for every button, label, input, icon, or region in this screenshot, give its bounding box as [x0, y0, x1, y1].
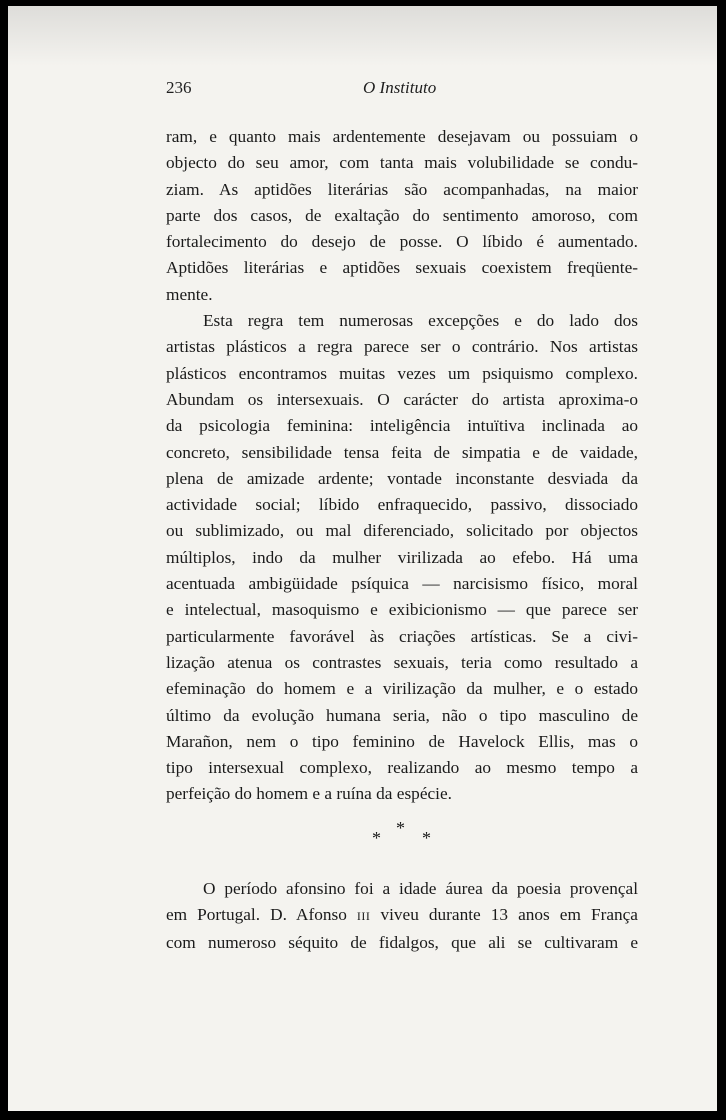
paragraph-2: [166, 308, 638, 808]
text-line: Esta regra tem numerosas excepções e do lado dos: [203, 311, 638, 331]
page-header: [8, 78, 717, 104]
scan-shadow: [8, 6, 717, 66]
text-line: acentuada ambigüidade psíquica — narcisismo físico, moral: [166, 574, 638, 594]
next-section-text: [166, 876, 638, 956]
text-line: ou sublimizado, ou mal diferenciado, solicitado por objectos: [166, 521, 638, 541]
text-line: particularmente favorável às criações artísticas. Se a civi-: [166, 626, 638, 646]
text-line: tipo intersexual complexo, realizando ao mesmo tempo a: [166, 758, 638, 778]
text-line: e intelectual, masoquismo e exibicionismo — que parece ser: [166, 600, 638, 620]
text-fragment: em Portugal. D. Afonso: [166, 905, 357, 925]
text-line: lização atenua os contrastes sexuais, teria como resultado a: [166, 652, 638, 672]
text-line: ziam. As aptidões literárias são acompanhadas, na maior: [166, 179, 638, 199]
text-line: efeminação do homem e a virilização da mulher, e o estado: [166, 679, 638, 699]
text-line: mente.: [166, 284, 213, 304]
text-line: plena de amizade ardente; vontade inconstante desviada da: [166, 468, 638, 488]
asterisk: *: [396, 818, 405, 838]
text-line: plásticos encontramos muitas vezes um psiquismo complexo.: [166, 363, 638, 383]
text-line: [166, 902, 638, 929]
section-break-asterism: [8, 818, 717, 854]
text-line: último da evolução humana seria, não o tipo masculino de: [166, 705, 638, 725]
asterisk: *: [422, 828, 431, 848]
text-line: actividade social; líbido enfraquecido, passivo, dissociado: [166, 495, 638, 515]
text-line: O período afonsino foi a idade áurea da poesia provençal: [203, 879, 638, 898]
text-line: perfeição do homem e a ruína da espécie.: [166, 784, 452, 804]
text-fragment: viveu durante 13 anos em França: [370, 905, 638, 925]
body-text: [166, 124, 638, 808]
page-number: 236: [166, 78, 192, 97]
text-line: objecto do seu amor, com tanta mais volubilidade se condu-: [166, 153, 638, 173]
text-line: Abundam os intersexuais. O carácter do artista aproxima-o: [166, 389, 638, 409]
text-line: fortalecimento do desejo de posse. O líbido é aumentado.: [166, 232, 638, 252]
text-line: concreto, sensibilidade tensa feita de simpatia e de vaidade,: [166, 442, 638, 462]
running-title: O Instituto: [363, 78, 437, 97]
text-line: com numeroso séquito de fidalgos, que ali se cultivaram e: [166, 932, 638, 952]
asterisk: *: [372, 828, 381, 848]
text-line: parte dos casos, de exaltação do sentimento amoroso, com: [166, 205, 638, 225]
text-line: múltiplos, indo da mulher virilizada ao efebo. Há uma: [166, 547, 638, 567]
paragraph-1: [166, 124, 638, 308]
text-line: artistas plásticos a regra parece ser o contrário. Nos artistas: [166, 337, 638, 357]
book-page: [8, 6, 717, 1111]
text-line: da psicologia feminina: inteligência intuïtiva inclinada ao: [166, 416, 638, 436]
text-line: Aptidões literárias e aptidões sexuais coexistem freqüente-: [166, 258, 638, 278]
text-line: ram, e quanto mais ardentemente desejavam ou possuiam o: [166, 127, 638, 146]
text-line: Marañon, nem o tipo feminino de Havelock Ellis, mas o: [166, 731, 638, 751]
roman-numeral: III: [356, 909, 371, 924]
